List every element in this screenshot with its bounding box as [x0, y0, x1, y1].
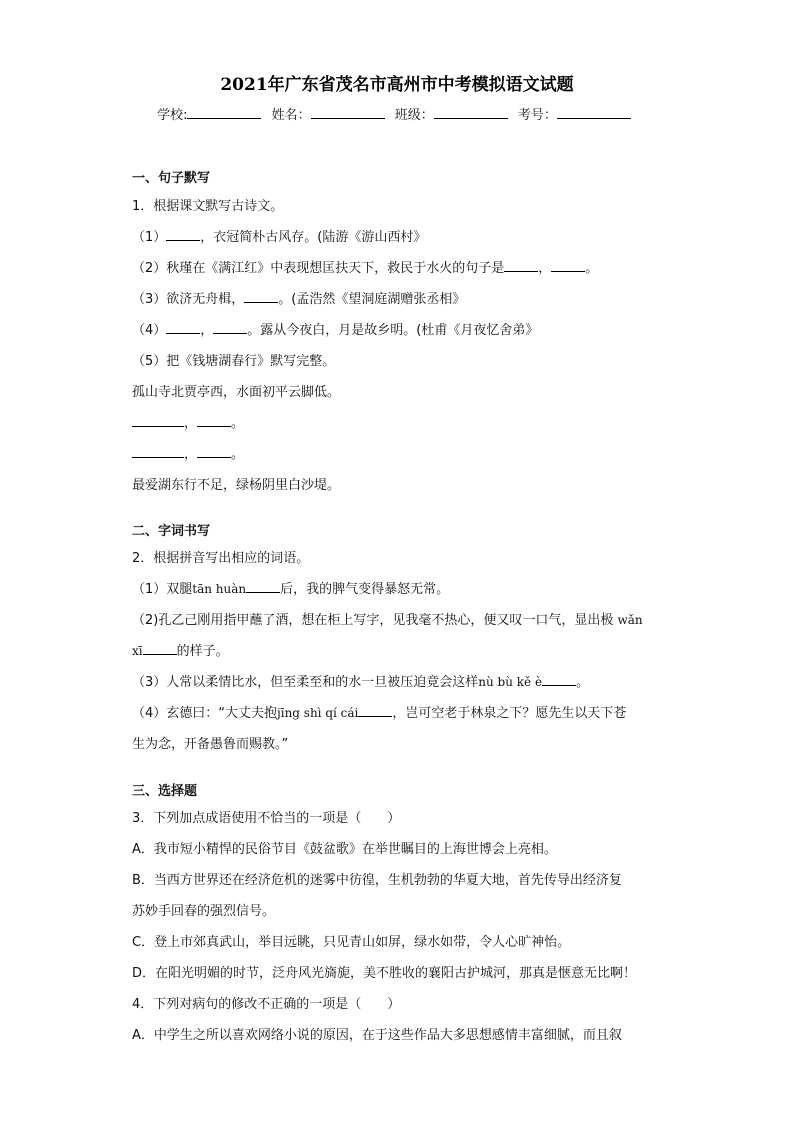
- q3-option-b-line1: B．当西方世界还在经济危机的迷雾中彷徨，生机勃勃的华夏大地，首先传导出经济复: [132, 873, 622, 888]
- q1-item-2: （2）秋瑾在《满江红》中表现想匡扶天下，救民于水火的句子是 ， 。: [132, 261, 599, 276]
- q2-item-1: （1）双腿tān huàn 后，我的脾气变得暴怒无常。: [132, 582, 450, 597]
- pinyin: jīng shì qí cái: [277, 706, 359, 720]
- school-label: 学校:: [157, 108, 188, 123]
- q3-option-d: D．在阳光明媚的时节，泛舟风光旖旎，美不胜收的襄阳古护城河，那真是惬意无比啊！: [132, 966, 637, 981]
- exam-number-label: 考号：: [517, 108, 557, 123]
- question-3: 3．下列加点成语使用不恰当的一项是（ ）: [132, 811, 401, 826]
- exam-title: 2021年广东省茂名市高州市中考模拟语文试题: [220, 75, 574, 95]
- q1-item-4: （4） ， 。露从今夜白，月是故乡明。(杜甫《月夜忆舍弟》: [132, 323, 539, 338]
- poem-line-1: 孤山寺北贾亭西，水面初平云脚低。: [132, 385, 341, 400]
- q2-item-3: （3）人常以柔情比水，但至柔至和的水一旦被压迫竟会这样nù bù kě è 。: [132, 675, 590, 690]
- q3-option-c: C．登上市郊真武山，举目远眺，只见青山如屏，绿水如带，令人心旷神怡。: [132, 935, 571, 950]
- q2-item-4-line2: 生为念，开备愚鲁而赐教。”: [132, 737, 289, 752]
- answer-blank[interactable]: [197, 415, 231, 427]
- exam-number-blank[interactable]: [557, 106, 631, 119]
- poem-line-4: 最爱湖东行不足，绿杨阴里白沙堤。: [132, 478, 341, 493]
- section-heading-1: 一、句子默写: [132, 171, 211, 186]
- answer-blank[interactable]: [213, 322, 247, 334]
- section-heading-2: 二、字词书写: [132, 524, 211, 539]
- pinyin: nù bù kě è: [478, 675, 543, 689]
- answer-blank[interactable]: [244, 291, 278, 303]
- q3-option-a: A．我市短小精悍的民俗节目《鼓盆歌》在举世瞩目的上海世博会上亮相。: [132, 842, 557, 857]
- q4-option-a: A．中学生之所以喜欢网络小说的原因，在于这些作品大多思想感情丰富细腻，而且叙: [132, 1028, 622, 1043]
- question-2: 2．根据拼音写出相应的词语。: [132, 551, 310, 566]
- q2-item-2-line1: （2)孔乙己刚用指甲蘸了酒，想在柜上写字，见我毫不热心，便又叹一口气，显出极 wǎn: [132, 613, 643, 628]
- answer-blank[interactable]: [542, 674, 576, 686]
- name-label: 姓名：: [271, 108, 311, 123]
- name-blank[interactable]: [311, 106, 385, 119]
- answer-blank[interactable]: [197, 446, 231, 458]
- answer-blank[interactable]: [132, 415, 184, 427]
- answer-blank[interactable]: [166, 322, 200, 334]
- answer-blank[interactable]: [504, 260, 538, 272]
- answer-blank[interactable]: [246, 581, 280, 593]
- q1-item-5: （5）把《钱塘湖春行》默写完整。: [132, 354, 336, 369]
- answer-blank[interactable]: [551, 260, 585, 272]
- class-blank[interactable]: [434, 106, 508, 119]
- pinyin: wǎn: [617, 613, 643, 627]
- answer-blank[interactable]: [132, 446, 184, 458]
- school-blank[interactable]: [187, 106, 261, 119]
- pinyin: tān huàn: [192, 582, 247, 596]
- question-4: 4．下列对病句的修改不正确的一项是（ ）: [132, 997, 401, 1012]
- poem-line-2: ， 。: [132, 412, 244, 431]
- q1-item-3: （3）欲济无舟楫， 。(孟浩然《望洞庭湖赠张丞相》: [132, 292, 466, 307]
- class-label: 班级：: [394, 108, 434, 123]
- poem-line-3: ， 。: [132, 443, 244, 462]
- section-heading-3: 三、选择题: [132, 784, 198, 799]
- q1-item-1: （1） ，衣冠简朴古风存。(陆游《游山西村》: [132, 230, 427, 245]
- question-1: 1．根据课文默写古诗文。: [132, 199, 284, 214]
- answer-blank[interactable]: [143, 643, 177, 655]
- answer-blank[interactable]: [358, 705, 392, 717]
- q3-option-b-line2: 苏妙手回春的强烈信号。: [132, 904, 276, 919]
- q2-item-2-line2: xī 的样子。: [132, 644, 229, 659]
- student-info-row: [0, 104, 794, 123]
- q2-item-4-line1: （4）玄德曰：“大丈夫抱jīng shì qí cái ，岂可空老于林泉之下？愿先生以天下苍: [132, 706, 627, 721]
- answer-blank[interactable]: [166, 229, 200, 241]
- pinyin: xī: [132, 644, 143, 658]
